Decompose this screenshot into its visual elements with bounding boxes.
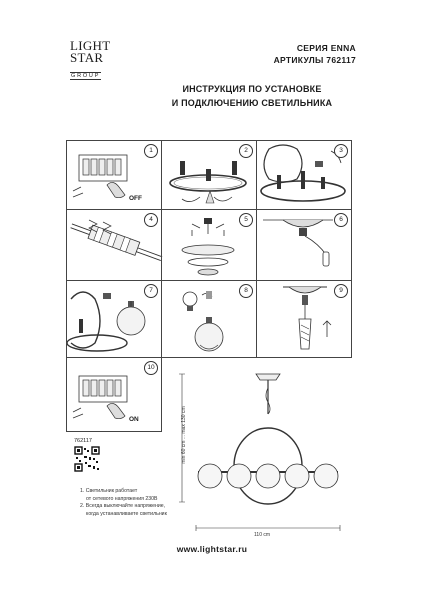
chandelier-outline-icon	[176, 368, 356, 558]
step-number: 8	[239, 284, 253, 298]
step-2-panel	[161, 140, 257, 210]
step-9-panel	[256, 280, 352, 358]
step-number: 9	[334, 284, 348, 298]
dimension-drawing	[176, 368, 356, 558]
qr-code-icon	[74, 446, 100, 472]
width-dimension: 110 cm	[254, 532, 271, 538]
article-numbers: АРТИКУЛЫ 762117	[273, 55, 356, 65]
logo-line-3: GROUP	[71, 73, 101, 79]
logo-line-1: LIGHT	[70, 38, 111, 53]
series-header	[274, 42, 356, 66]
series-name: СЕРИЯ ENNA	[296, 43, 356, 53]
step-number: 7	[144, 284, 158, 298]
step-1-panel	[66, 140, 162, 210]
installation-notes	[80, 488, 240, 518]
brand-logo	[70, 40, 130, 82]
step-number: 6	[334, 213, 348, 227]
height-dimension: min 60 cm ... max 130 cm	[181, 406, 187, 464]
step-6-panel	[256, 209, 352, 281]
step-number: 1	[144, 144, 158, 158]
website-link[interactable]: www.lightstar.ru	[176, 544, 248, 554]
step-10-panel	[66, 357, 162, 432]
step-4-panel	[66, 209, 162, 281]
note-2-line-1: 2. Всегда выключайте напряжение,	[80, 503, 166, 509]
page-title	[152, 82, 352, 110]
title-line-1: ИНСТРУКЦИЯ ПО УСТАНОВКЕ	[182, 84, 322, 94]
step-5-panel	[161, 209, 257, 281]
note-1-line-2: от сетевого напряжения 230В	[86, 495, 158, 502]
title-line-2: И ПОДКЛЮЧЕНИЮ СВЕТИЛЬНИКА	[171, 98, 333, 108]
on-label: ON	[129, 416, 139, 423]
step-number: 4	[144, 213, 158, 227]
off-label: OFF	[129, 195, 142, 202]
note-1-line-1: 1. Светильник работает	[80, 488, 138, 494]
note-2-line-2: когда устанавливаете светильник	[86, 510, 167, 517]
logo-line-2: STAR	[70, 50, 104, 65]
step-number: 2	[239, 144, 253, 158]
step-8-panel	[161, 280, 257, 358]
step-number: 10	[144, 361, 158, 375]
step-number: 5	[239, 213, 253, 227]
step-3-panel	[256, 140, 352, 210]
article-code: 762117	[74, 438, 92, 444]
step-number: 3	[334, 144, 348, 158]
step-7-panel	[66, 280, 162, 358]
